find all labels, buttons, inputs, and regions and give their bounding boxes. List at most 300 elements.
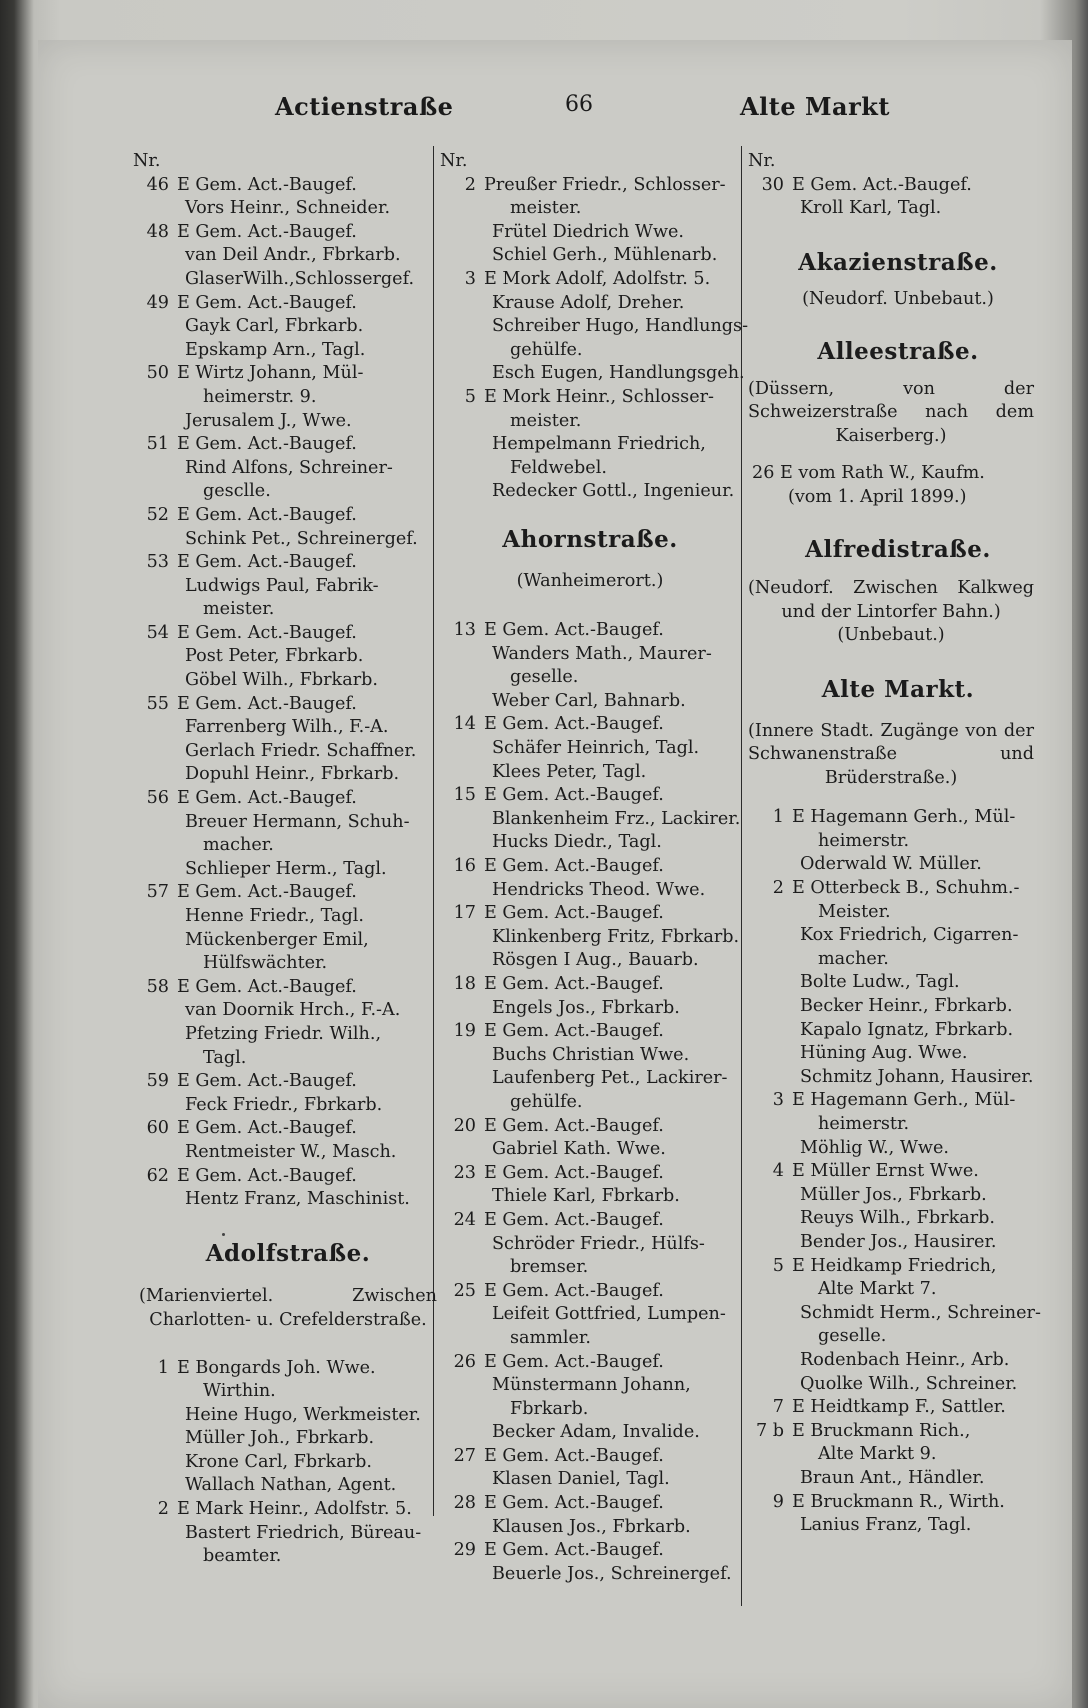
directory-entry [748, 197, 1048, 221]
directory-entry [133, 669, 443, 693]
directory-entry [440, 480, 740, 504]
directory-entry [440, 433, 740, 457]
house-number: 28 [453, 1493, 476, 1514]
entry-text: Hucks Diedr., Tagl. [492, 832, 662, 853]
entry-text: E Gem. Act.-Baugef. [484, 1115, 664, 1136]
directory-entry [748, 1349, 1048, 1373]
directory-entry [133, 645, 443, 669]
house-number: 59 [146, 1071, 169, 1092]
directory-entry [748, 1420, 1048, 1444]
column-1 [133, 150, 443, 1569]
directory-entry [440, 643, 740, 667]
directory-entry [133, 575, 443, 599]
directory-entry [133, 174, 443, 198]
house-number: 60 [146, 1118, 169, 1139]
directory-entry [133, 292, 443, 316]
entry-text: meister. [203, 599, 275, 620]
entry-text: Pfetzing Friedr. Wilh., [185, 1023, 382, 1044]
directory-entry [133, 1141, 443, 1165]
entry-text: E Gem. Act.-Baugef. [484, 1162, 664, 1183]
entry-text: heimerstr. [818, 830, 910, 851]
directory-entry [440, 1044, 740, 1068]
directory-entry [440, 690, 740, 714]
entry-text: geselle. [510, 667, 579, 688]
street-heading-adolfstrasse: Adolfstraße. [205, 1239, 371, 1267]
entry-text: E Müller Ernst Wwe. [792, 1161, 979, 1182]
directory-entry [748, 877, 1048, 901]
entry-text: gehülfe. [510, 1091, 583, 1112]
entries-alte-markt [748, 806, 1048, 1537]
entry-text: E Gem. Act.-Baugef. [484, 974, 664, 994]
directory-entry [133, 929, 443, 953]
entry-text: E Gem. Act.-Baugef. [177, 622, 357, 643]
directory-entry [440, 362, 745, 386]
entry-text: Gerlach Friedr. Schaffner. [185, 740, 417, 761]
directory-entry [748, 924, 1048, 948]
entry-text: Krone Carl, Fbrkarb. [185, 1451, 372, 1472]
directory-entry [440, 761, 740, 785]
directory-entry [133, 716, 443, 740]
street-description-alleestrasse: (Düssern, von der Schweizerstraße nach dem Kaiserberg.) [748, 378, 1034, 446]
house-number: 30 [761, 174, 784, 195]
entry-text: Feldwebel. [510, 457, 607, 478]
directory-entry [133, 268, 443, 292]
directory-entry [133, 244, 443, 268]
directory-entry [748, 1089, 1048, 1113]
directory-entry [748, 1491, 1048, 1515]
directory-entry [133, 362, 443, 386]
directory-entry [748, 1514, 1048, 1538]
entry-text: E Gem. Act.-Baugef. [177, 693, 357, 714]
house-number: 5 [464, 386, 476, 407]
page-number: 66 [565, 92, 593, 117]
directory-entry [440, 1115, 740, 1139]
entry-text: heimerstr. [818, 1114, 910, 1134]
entry-text: Krause Adolf, Dreher. [492, 292, 685, 313]
entry-text: Gayk Carl, Fbrkarb. [185, 316, 364, 337]
directory-entry [133, 221, 443, 245]
column-2 [440, 150, 749, 1586]
directory-entry [440, 315, 749, 339]
directory-entry [133, 1474, 443, 1498]
entry-text: Gabriel Kath. Wwe. [492, 1139, 666, 1160]
directory-entry [440, 997, 740, 1021]
directory-entry [440, 666, 740, 690]
directory-entry [748, 1443, 1048, 1467]
entry-text: Hentz Franz, Maschinist. [185, 1189, 410, 1210]
entry-text: sammler. [510, 1327, 591, 1348]
directory-entry [748, 901, 1048, 925]
directory-entry [440, 1067, 740, 1091]
house-number: 15 [453, 785, 476, 806]
house-number: 62 [146, 1165, 169, 1186]
street-status-alfredistrasse: (Unbebaut.) [837, 625, 945, 646]
directory-entry [440, 926, 740, 950]
house-number: 18 [453, 974, 476, 994]
directory-entry [133, 1165, 443, 1189]
entry-text: E Gem. Act.-Baugef. [177, 292, 357, 313]
entry-text: Klasen Daniel, Tagl. [492, 1469, 670, 1490]
entry-text: E Gem. Act.-Baugef. [484, 1540, 664, 1561]
directory-entry [133, 1094, 443, 1118]
directory-entry [133, 740, 443, 764]
entry-text: Reuys Wilh., Fbrkarb. [800, 1208, 995, 1229]
entry-text: Rind Alfons, Schreiner- [185, 457, 393, 478]
entry-text: gehülfe. [510, 339, 583, 360]
directory-entry [440, 1091, 740, 1115]
directory-entry [440, 1256, 740, 1280]
directory-entry [440, 244, 740, 268]
directory-entry [440, 1185, 740, 1209]
house-number: 19 [453, 1021, 476, 1042]
entry-text: E Gem. Act.-Baugef. [484, 785, 664, 806]
entries-adolfstrasse [133, 1357, 443, 1569]
directory-entry [133, 1427, 443, 1451]
entry-text: E Gem. Act.-Baugef. [177, 1071, 357, 1092]
directory-entry [440, 1209, 740, 1233]
entry-text: meister. [510, 410, 582, 431]
entry-text: Schink Pet., Schreinergef. [185, 528, 418, 549]
directory-entry [133, 1188, 443, 1212]
entry-text: E Mork Adolf, Adolfstr. 5. [484, 268, 711, 289]
entry-text: Leifeit Gottfried, Lumpen- [492, 1304, 726, 1325]
directory-entry [748, 971, 1048, 995]
column-3 [748, 150, 1048, 1538]
entries-actienstrasse [133, 174, 443, 1212]
entry-text: E Gem. Act.-Baugef. [177, 504, 357, 525]
directory-entry [133, 1498, 443, 1522]
entry-text: E Wirtz Johann, Mül- [177, 363, 364, 384]
house-number: 57 [146, 882, 169, 903]
running-head [0, 92, 1088, 126]
directory-entry [133, 528, 443, 552]
entry-text: Becker Heinr., Fbrkarb. [800, 996, 1013, 1017]
directory-entry [133, 598, 443, 622]
entry-text: Oderwald W. Müller. [800, 854, 982, 875]
house-number: 7 b [755, 1420, 784, 1441]
entry-text: GlaserWilh.,Schlossergef. [185, 268, 415, 289]
directory-entry [133, 480, 443, 504]
entry-text: E Gem. Act.-Baugef. [484, 1280, 664, 1301]
house-number: 27 [453, 1445, 476, 1466]
entry-text: Lanius Franz, Tagl. [800, 1515, 972, 1536]
entry-text: Mückenberger Emil, [185, 929, 369, 950]
house-number: 2 [157, 1499, 169, 1520]
entry-text: E Gem. Act.-Baugef. [484, 1445, 664, 1466]
entry-text: Esch Eugen, Handlungsgeh. [492, 363, 745, 384]
entry-text: geselle. [818, 1326, 887, 1347]
directory-entry [440, 1138, 740, 1162]
running-head-left: Actienstraße [275, 92, 454, 121]
entry-text: Alte Markt 7. [818, 1279, 937, 1300]
directory-entry [133, 1047, 443, 1071]
directory-entry [440, 949, 740, 973]
house-number: 2 [772, 878, 784, 899]
entry-text: E Gem. Act.-Baugef. [177, 1118, 357, 1139]
directory-entry [440, 1233, 740, 1257]
house-number: 5 [772, 1255, 784, 1276]
directory-entry [748, 174, 1048, 198]
directory-entry [440, 1492, 740, 1516]
entry-text: Henne Friedr., Tagl. [185, 906, 364, 926]
entry-text: Jerusalem J., Wwe. [185, 410, 352, 431]
directory-entry [440, 292, 740, 316]
directory-entry [440, 410, 740, 434]
entry-text: Hüning Aug. Wwe. [800, 1043, 968, 1064]
house-number: 55 [146, 693, 169, 714]
entry-text: E Gem. Act.-Baugef. [177, 1165, 357, 1186]
entry-text: van Deil Andr., Fbrkarb. [185, 245, 401, 266]
entry-text: Schmidt Herm., Schreiner- [800, 1302, 1041, 1323]
directory-entry [748, 1019, 1048, 1043]
directory-entry [133, 551, 443, 575]
house-number: 24 [453, 1209, 476, 1230]
directory-entry [440, 1280, 740, 1304]
directory-entry [440, 737, 740, 761]
entry-text: E Gem. Act.-Baugef. [177, 434, 357, 455]
directory-entry [133, 315, 443, 339]
directory-entry [748, 1255, 1048, 1279]
directory-entry [133, 339, 443, 363]
entry-text: Blankenheim Frz., Lackirer. [492, 808, 741, 829]
entry-alleestrasse-26: 26 E vom Rath W., Kaufm. [752, 463, 985, 484]
directory-entry [440, 1398, 740, 1422]
directory-entry [440, 713, 740, 737]
directory-entry [748, 830, 1048, 854]
directory-entry [440, 879, 740, 903]
entry-text: Münstermann Johann, [492, 1375, 691, 1396]
entry-text: Meister. [818, 901, 891, 922]
entry-text: Wanders Math., Maurer- [492, 643, 712, 664]
house-number: 46 [146, 174, 169, 195]
entry-text: E Bruckmann Rich., [792, 1420, 971, 1441]
directory-entry [748, 1113, 1048, 1137]
entry-text: bremser. [510, 1257, 589, 1278]
directory-entry [133, 858, 443, 882]
directory-entry [440, 619, 740, 643]
directory-entry [440, 221, 740, 245]
house-number: 48 [146, 221, 169, 242]
house-number: 7 [772, 1397, 784, 1418]
directory-entry [440, 1445, 740, 1469]
entry-text: Wallach Nathan, Agent. [185, 1475, 397, 1496]
entry-text: E Hagemann Gerh., Mül- [792, 1090, 1016, 1111]
street-heading-akazienstrasse: Akazienstraße. [798, 248, 998, 276]
entry-text: Hendricks Theod. Wwe. [492, 879, 706, 900]
directory-entry [748, 1066, 1048, 1090]
entry-text: Preußer Friedr., Schlosser- [484, 174, 726, 195]
entry-text: Rodenbach Heinr., Arb. [800, 1349, 1010, 1370]
entry-text: Müller Jos., Fbrkarb. [800, 1184, 987, 1205]
directory-entry [440, 1563, 740, 1587]
directory-entry [748, 853, 1048, 877]
directory-entry [440, 1374, 740, 1398]
entry-text: Braun Ant., Händler. [800, 1467, 985, 1488]
directory-entry [440, 339, 740, 363]
entry-text: E Gem. Act.-Baugef. [177, 552, 357, 573]
entry-text: Hempelmann Friedrich, [492, 434, 706, 455]
entry-text: E Gem. Act.-Baugef. [792, 174, 972, 195]
directory-entry [748, 1207, 1048, 1231]
entry-text: E Gem. Act.-Baugef. [484, 1021, 664, 1042]
entry-text: Dopuhl Heinr., Fbrkarb. [185, 764, 400, 785]
entry-text: Fbrkarb. [510, 1398, 589, 1419]
entry-text: Beuerle Jos., Schreinergef. [492, 1563, 732, 1584]
entry-text: E Mork Heinr., Schlosser- [484, 386, 714, 407]
street-heading-alfredistrasse: Alfredistraße. [805, 535, 991, 563]
entry-text: Bolte Ludw., Tagl. [800, 972, 960, 993]
entry-text: Engels Jos., Fbrkarb. [492, 997, 680, 1018]
entry-text: E Hagemann Gerh., Mül- [792, 807, 1016, 828]
entry-text: Schäfer Heinrich, Tagl. [492, 738, 700, 759]
entry-text: Thiele Karl, Fbrkarb. [492, 1186, 680, 1207]
street-description-alfredistrasse: (Neudorf. Zwischen Kalkweg und der Lintorfer Bahn.) [748, 578, 1034, 622]
directory-entry [133, 1357, 443, 1381]
entry-text: Klees Peter, Tagl. [492, 761, 647, 782]
entry-text: Buchs Christian Wwe. [492, 1044, 690, 1065]
entry-text: E Bongards Joh. Wwe. [177, 1357, 376, 1378]
street-description-adolfstrasse: (Marienviertel. Zwischen Charlotten- u. Crefelderstraße. [139, 1286, 437, 1330]
entry-text: Göbel Wilh., Fbrkarb. [185, 670, 378, 691]
directory-entry [440, 831, 740, 855]
entry-text: Schmitz Johann, Hausirer. [800, 1066, 1034, 1087]
directory-entry [440, 1020, 740, 1044]
directory-entry [748, 1373, 1048, 1397]
house-number: 25 [453, 1280, 476, 1301]
house-number: 3 [772, 1090, 784, 1111]
house-number: 1 [772, 807, 784, 828]
entry-text: E Gem. Act.-Baugef. [484, 1493, 664, 1514]
directory-entry [133, 834, 443, 858]
entry-text: Tagl. [203, 1047, 247, 1068]
directory-entry [440, 1162, 740, 1186]
entry-text: E Gem. Act.-Baugef. [177, 976, 357, 997]
directory-entry [440, 197, 740, 221]
directory-entry [440, 1351, 740, 1375]
house-number: 23 [453, 1162, 476, 1183]
entry-text: Bastert Friedrich, Büreau- [185, 1522, 422, 1543]
entry-text: Breuer Hermann, Schuh- [185, 811, 410, 832]
street-heading-alte-markt: Alte Markt. [821, 675, 975, 703]
directory-entry [133, 1522, 443, 1546]
directory-entry [133, 504, 443, 528]
directory-entry [440, 386, 740, 410]
directory-entry [133, 976, 443, 1000]
directory-entry [748, 1231, 1048, 1255]
entry-text: Alte Markt 9. [818, 1444, 937, 1465]
directory-entry [748, 948, 1048, 972]
directory-entry [133, 1117, 443, 1141]
house-number: 1 [157, 1357, 169, 1378]
running-head-right: Alte Markt [740, 92, 890, 121]
entries-ahornstrasse [440, 619, 740, 1586]
entry-text: Laufenberg Pet., Lackirer- [492, 1068, 728, 1089]
directory-entry [133, 433, 443, 457]
entry-text: Frütel Diedrich Wwe. [492, 221, 685, 242]
directory-entry [748, 806, 1048, 830]
entry-text: Post Peter, Fbrkarb. [185, 646, 364, 667]
directory-entry [133, 763, 443, 787]
directory-entry [133, 1451, 443, 1475]
directory-entry [748, 1184, 1048, 1208]
directory-entry [133, 1380, 443, 1404]
house-number: 2 [464, 174, 476, 195]
directory-entry [440, 268, 740, 292]
street-description-ahornstrasse: (Wanheimerort.) [516, 570, 664, 591]
entry-text: E Gem. Act.-Baugef. [484, 1209, 664, 1230]
print-speck [222, 1233, 225, 1236]
entry-text: E Gem. Act.-Baugef. [484, 856, 664, 877]
directory-entry [748, 995, 1048, 1019]
house-number: 13 [453, 620, 476, 641]
entry-text: E Gem. Act.-Baugef. [484, 903, 664, 924]
house-number: 26 [453, 1351, 476, 1372]
directory-entry [133, 952, 443, 976]
entry-text: E Gem. Act.-Baugef. [177, 788, 357, 809]
entry-text: gesclle. [203, 481, 271, 502]
entry-text: Schlieper Herm., Tagl. [185, 858, 387, 879]
entry-text: Rentmeister W., Masch. [185, 1141, 397, 1162]
directory-entry [133, 410, 443, 434]
directory-entry [440, 855, 740, 879]
house-number: 4 [772, 1161, 784, 1182]
entry-text: E Gem. Act.-Baugef. [484, 714, 664, 735]
directory-entry [748, 1160, 1048, 1184]
directory-entry [440, 1516, 740, 1540]
directory-entry [133, 1404, 443, 1428]
entry-text: E Gem. Act.-Baugef. [484, 1351, 664, 1372]
house-number: 58 [146, 976, 169, 997]
nr-label: Nr. [133, 151, 161, 171]
entry-text: heimerstr. 9. [203, 386, 317, 407]
directory-entry [133, 905, 443, 929]
house-number: 9 [772, 1491, 784, 1512]
house-number: 50 [146, 363, 169, 384]
directory-entry [440, 174, 740, 198]
directory-entry [133, 622, 443, 646]
house-number: 29 [453, 1540, 476, 1561]
entry-text: Kapalo Ignatz, Fbrkarb. [800, 1019, 1014, 1040]
house-number: 52 [146, 504, 169, 525]
entry-text: E Gem. Act.-Baugef. [177, 882, 357, 903]
directory-entry [133, 457, 443, 481]
entry-text: Schreiber Hugo, Handlungs- [492, 316, 749, 337]
directory-entry [440, 902, 740, 926]
entry-text: E Bruckmann R., Wirth. [792, 1491, 1005, 1512]
directory-entry [440, 1421, 740, 1445]
house-number: 56 [146, 788, 169, 809]
house-number: 54 [146, 622, 169, 643]
directory-entry [133, 197, 443, 221]
house-number: 3 [464, 268, 476, 289]
directory-entry [133, 1545, 443, 1569]
directory-entry [748, 1467, 1048, 1491]
directory-entry [748, 1396, 1048, 1420]
entry-text: Klinkenberg Fritz, Fbrkarb. [492, 926, 740, 947]
nr-label: Nr. [748, 151, 776, 171]
entry-text: E Gem. Act.-Baugef. [177, 221, 357, 242]
entry-text: Becker Adam, Invalide. [492, 1422, 700, 1443]
directory-entry [748, 1302, 1048, 1326]
entry-text: Klausen Jos., Fbrkarb. [492, 1516, 691, 1537]
directory-entry [133, 811, 443, 835]
entry-text: E Otterbeck B., Schuhm.- [792, 878, 1020, 899]
directory-entry [440, 1327, 740, 1351]
directory-entry [133, 1023, 443, 1047]
street-description-akazienstrasse: (Neudorf. Unbebaut.) [802, 289, 994, 310]
house-number: 53 [146, 552, 169, 573]
directory-entry [440, 808, 740, 832]
